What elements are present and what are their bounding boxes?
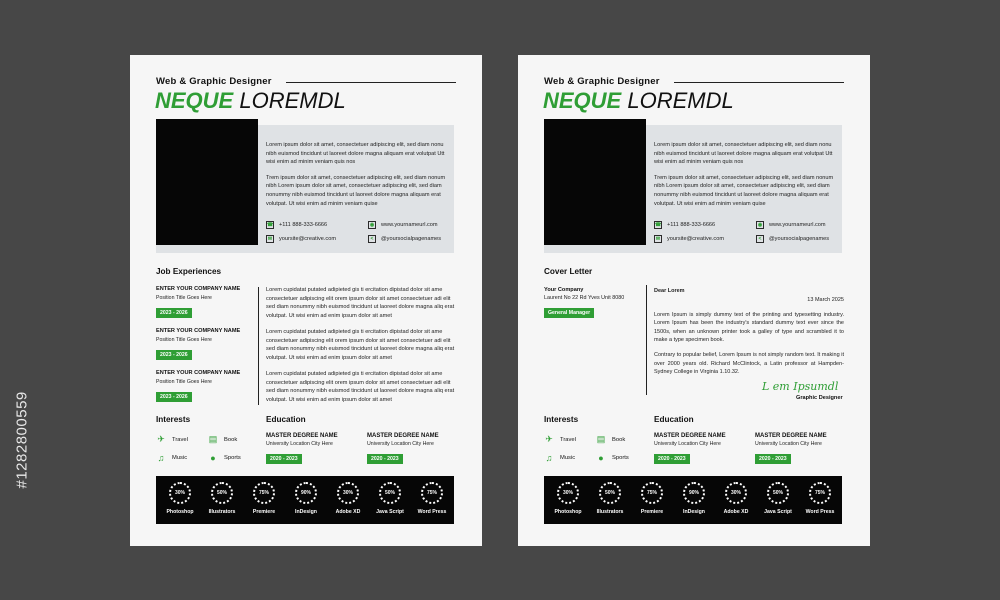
email-icon: ✉ xyxy=(655,236,661,242)
letter-date: 13 March 2025 xyxy=(807,297,844,304)
globe-icon: ◉ xyxy=(369,222,375,228)
job-description: Lorem cupidatat putated adipieted gis ti ercitation dipistad dolor sit ame consectetuer adipiscing elit orem ipsum dolor sit amet consectetuer adi elit sed diam nonummy nibh euismod tincidunt ut laoreet dolore magna aliq erat volutpat. Ut wisi enim ad enim ipsum dolor sit amet xyxy=(266,287,455,319)
contact-list xyxy=(266,221,448,247)
job-entry: ENTER YOUR COMPANY NAME Position Title Goes Here 2023 - 2026 xyxy=(156,328,241,358)
skill-item: 75% Word Press xyxy=(411,482,453,515)
phone-icon: ☎ xyxy=(655,222,662,228)
skills-bar xyxy=(544,476,842,524)
interest-travel: ✈ Travel xyxy=(545,434,576,444)
contact-email[interactable]: ✉ yoursite@creative.com xyxy=(655,236,724,242)
section-title-cover: Cover Letter xyxy=(544,267,593,276)
about-text xyxy=(266,141,448,215)
about-paragraph: Trem ipsum dolor sit amet, consectetuer adipiscing elit, sed diam nonum nibh Lorem ipsum dolor sit amet, consectetuer adipiscing elit, sed diam nonummy nibh euismod tincidunt ut laoreet dolore magna aliquam erat volutpat. Ut wisi enim ad minim veniam quise xyxy=(654,174,834,207)
share-icon: < xyxy=(756,235,764,243)
person-name xyxy=(155,88,346,114)
profile-panel xyxy=(544,125,842,253)
interest-book: ▤ Book xyxy=(596,434,626,444)
skill-ring: 50% xyxy=(599,482,621,504)
recipient-block: Your Company Laurent No 22 Rd Yves Unit 8080 General Manager xyxy=(544,287,625,316)
skill-item: 30% Adobe XD xyxy=(715,482,757,515)
title-badge: General Manager xyxy=(544,308,594,318)
years-badge: 2023 - 2026 xyxy=(156,308,192,318)
education-entry: MASTER DEGREE NAME University Location City Here 2020 - 2023 xyxy=(654,433,726,462)
skill-ring: 30% xyxy=(557,482,579,504)
skill-ring: 50% xyxy=(379,482,401,504)
about-paragraph: Lorem ipsum dolor sit amet, consectetuer adipiscing elit, sed diam nonu nibh euismod tincidunt ut laoreet dolore magna aliquam erat volutpat Utt wisi enim ad minim veniam quis nos xyxy=(266,142,445,166)
job-entry: ENTER YOUR COMPANY NAME Position Title Goes Here 2023 - 2026 xyxy=(156,370,241,400)
phone-icon: ☎ xyxy=(267,222,274,228)
education-entry: MASTER DEGREE NAME University Location City Here 2020 - 2023 xyxy=(266,433,338,462)
skill-ring: 75% xyxy=(421,482,443,504)
skill-ring: 30% xyxy=(169,482,191,504)
profile-panel xyxy=(156,125,454,253)
signature-role: Graphic Designer xyxy=(796,395,843,401)
contact-website[interactable]: ◉ www.yournameurl.com xyxy=(369,222,438,228)
skill-ring: 50% xyxy=(767,482,789,504)
about-text xyxy=(654,141,836,215)
skill-item: 30% Photoshop xyxy=(159,482,201,515)
timeline-divider xyxy=(646,285,647,395)
years-badge: 2023 - 2026 xyxy=(156,392,192,402)
profile-photo xyxy=(544,119,646,245)
role-title: Web & Graphic Designer xyxy=(156,76,272,87)
plane-icon: ✈ xyxy=(545,434,553,444)
contact-email[interactable]: ✉ yoursite@creative.com xyxy=(267,236,336,242)
interest-sports: ● Sports xyxy=(208,453,241,463)
music-icon: ♫ xyxy=(545,453,553,463)
letter-paragraph: Lorem Ipsum is simply dummy text of the printing and typesetting industry. Lorem Ipsum has been the industry's standard dummy text ever since the 1500s, when an unknown printer took a galley of type and scrambled it to make a type specimen book. xyxy=(654,311,844,344)
skill-item: 50% Illustrators xyxy=(201,482,243,515)
contact-phone: ☎ +111 888-333-6666 xyxy=(267,222,328,228)
years-badge: 2020 - 2023 xyxy=(367,454,403,464)
section-title-education: Education xyxy=(654,415,694,424)
book-icon: ▤ xyxy=(208,434,218,444)
last-name: LOREMDL xyxy=(627,88,734,113)
skill-item: 90% InDesign xyxy=(285,482,327,515)
plane-icon: ✈ xyxy=(157,434,165,444)
letter-paragraph: Contrary to popular belief, Lorem Ipsum is not simply random text. It making it over 2000 years old. Richard McClintock, a Latin professor at Hampden-Sydney College in Virginia 1.10.32. xyxy=(654,352,844,376)
contact-website[interactable]: ◉ www.yournameurl.com xyxy=(757,222,826,228)
section-title-interests: Interests xyxy=(156,415,191,424)
resume-page xyxy=(130,55,482,546)
divider xyxy=(286,82,456,83)
skill-ring: 90% xyxy=(295,482,317,504)
interest-book: ▤ Book xyxy=(208,434,238,444)
skill-ring: 75% xyxy=(253,482,275,504)
skills-bar xyxy=(156,476,454,524)
person-name xyxy=(543,88,734,114)
skill-ring: 90% xyxy=(683,482,705,504)
skill-item: 50% Java Script xyxy=(369,482,411,515)
contact-social[interactable]: < @yoursocialpagenames xyxy=(368,235,441,243)
job-description: Lorem cupidatat putated adipieted gis ti ercitation dipistad dolor sit ame consectetuer adipiscing elit orem ipsum dolor sit amet consectetuer adi elit sed diam nonummy nibh euismod tincidunt ut laoreet dolore magna aliq erat volutpat. Ut wisi enim ad enim ipsum dolor sit amet xyxy=(266,371,455,403)
skill-item: 75% Word Press xyxy=(799,482,841,515)
skill-item: 30% Photoshop xyxy=(547,482,589,515)
share-icon: < xyxy=(368,235,376,243)
about-paragraph: Lorem ipsum dolor sit amet, consectetuer adipiscing elit, sed diam nonu nibh euismod tincidunt ut laoreet dolore magna aliquam erat volutpat Utt wisi enim ad minim veniam quis nos xyxy=(654,142,833,166)
contact-list xyxy=(654,221,836,247)
globe-icon: ◉ xyxy=(757,222,763,228)
skill-item: 75% Premiere xyxy=(243,482,285,515)
ball-icon: ● xyxy=(210,453,216,463)
section-title-jobs: Job Experiences xyxy=(156,267,222,276)
cover-letter-page xyxy=(518,55,870,546)
signature: L em Ipsumdl xyxy=(762,380,839,393)
skill-ring: 30% xyxy=(337,482,359,504)
interest-travel: ✈ Travel xyxy=(157,434,188,444)
skill-item: 30% Adobe XD xyxy=(327,482,369,515)
section-title-education: Education xyxy=(266,415,306,424)
job-entry: ENTER YOUR COMPANY NAME Position Title Goes Here 2023 - 2026 xyxy=(156,286,241,316)
interest-sports: ● Sports xyxy=(596,453,629,463)
role-title: Web & Graphic Designer xyxy=(544,76,660,87)
book-icon: ▤ xyxy=(596,434,606,444)
contact-social[interactable]: < @yoursocialpagenames xyxy=(756,235,829,243)
years-badge: 2020 - 2023 xyxy=(755,454,791,464)
about-paragraph: Trem ipsum dolor sit amet, consectetuer adipiscing elit, sed diam nonum nibh Lorem ipsum dolor sit amet, consectetuer adipiscing elit, sed diam nonummy nibh euismod tincidunt ut laoreet dolore magna aliquam erat volutpat. Ut wisi enim ad minim veniam quise xyxy=(266,174,446,207)
skill-ring: 30% xyxy=(725,482,747,504)
job-description: Lorem cupidatat putated adipieted gis ti ercitation dipistad dolor sit ame consectetuer adipiscing elit orem ipsum dolor sit amet consectetuer adi elit sed diam nonummy nibh euismod tincidunt ut laoreet dolore magna aliq erat volutpat. Ut wisi enim ad enim ipsum dolor sit amet xyxy=(266,329,455,361)
music-icon: ♫ xyxy=(157,453,165,463)
interest-music: ♫ Music xyxy=(157,453,188,463)
education-entry: MASTER DEGREE NAME University Location City Here 2020 - 2023 xyxy=(755,433,827,462)
email-icon: ✉ xyxy=(267,236,273,242)
salutation: Dear Lorem xyxy=(654,288,685,294)
profile-photo xyxy=(156,119,258,245)
skill-ring: 75% xyxy=(809,482,831,504)
first-name: NEQUE xyxy=(155,88,234,113)
stock-id: #1282800559 xyxy=(13,391,31,489)
skill-ring: 50% xyxy=(211,482,233,504)
education-entry: MASTER DEGREE NAME University Location City Here 2020 - 2023 xyxy=(367,433,439,462)
letter-body xyxy=(654,287,844,384)
ball-icon: ● xyxy=(598,453,604,463)
years-badge: 2020 - 2023 xyxy=(266,454,302,464)
divider xyxy=(674,82,844,83)
years-badge: 2023 - 2026 xyxy=(156,350,192,360)
skill-item: 50% Illustrators xyxy=(589,482,631,515)
first-name: NEQUE xyxy=(543,88,622,113)
interest-music: ♫ Music xyxy=(545,453,576,463)
skill-ring: 75% xyxy=(641,482,663,504)
years-badge: 2020 - 2023 xyxy=(654,454,690,464)
skill-item: 75% Premiere xyxy=(631,482,673,515)
skill-item: 90% InDesign xyxy=(673,482,715,515)
contact-phone: ☎ +111 888-333-6666 xyxy=(655,222,716,228)
timeline-divider xyxy=(258,287,259,405)
last-name: LOREMDL xyxy=(239,88,346,113)
section-title-interests: Interests xyxy=(544,415,579,424)
skill-item: 50% Java Script xyxy=(757,482,799,515)
